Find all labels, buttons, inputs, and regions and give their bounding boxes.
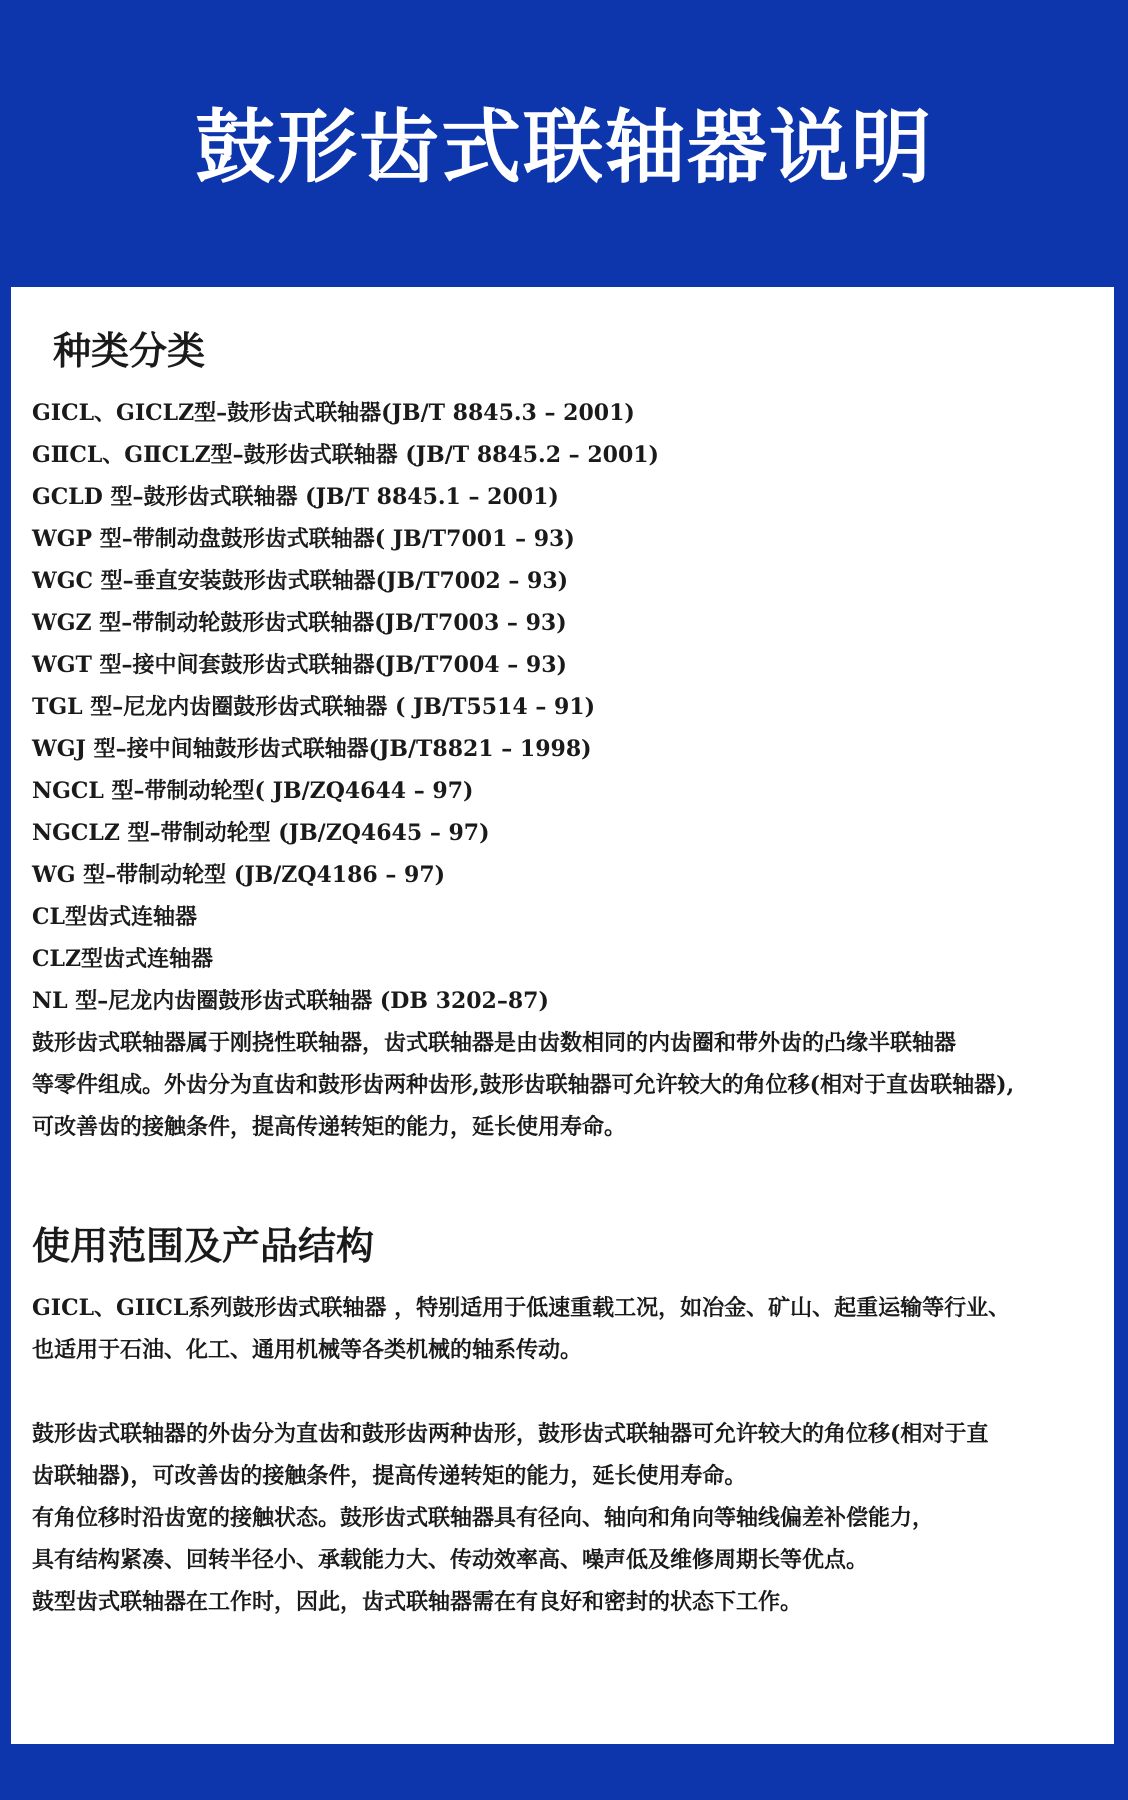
type-line: GCLD 型–鼓形齿式联轴器 (JB/T 8845.1 – 2001) (32, 484, 559, 510)
type-line: WGC 型–垂直安装鼓形齿式联轴器(JB/T7002 – 93) (32, 568, 569, 594)
type-line: WGJ 型–接中间轴鼓形齿式联轴器(JB/T8821 – 1998) (32, 736, 592, 762)
type-line: WG 型–带制动轮型 (JB/ZQ4186 – 97) (32, 862, 446, 888)
type-line: CL型齿式连轴器 (32, 904, 197, 930)
paragraph-line: 有角位移时沿齿宽的接触状态。鼓形齿式联轴器具有径向、轴向和角向等轴线偏差补偿能力， (32, 1505, 935, 1531)
description-line: 鼓形齿式联轴器属于刚挠性联轴器，齿式联轴器是由齿数相同的内齿圈和带外齿的凸缘半联轴器 (32, 1030, 957, 1056)
scope-paragraph-1 (32, 1287, 1010, 1371)
type-line: GⅠCL、GⅠCLZ型–鼓形齿式联轴器(JB/T 8845.3 – 2001) (32, 400, 635, 426)
paragraph-line: 齿联轴器)，可改善齿的接触条件，提高传递转矩的能力，延长使用寿命。 (32, 1463, 747, 1489)
description-line: 可改善齿的接触条件，提高传递转矩的能力，延长使用寿命。 (32, 1114, 627, 1140)
type-line: WGT 型–接中间套鼓形齿式联轴器(JB/T7004 – 93) (32, 652, 567, 678)
content-panel (11, 287, 1114, 1744)
type-line: NGCL 型–带制动轮型( JB/ZQ4644 – 97) (32, 778, 474, 804)
section-heading-types: 种类分类 (53, 329, 206, 373)
type-line: TGL 型–尼龙内齿圈鼓形齿式联轴器 ( JB/T5514 – 91) (32, 694, 595, 720)
section-heading-scope: 使用范围及产品结构 (32, 1224, 375, 1268)
description-line: 等零件组成。外齿分为直齿和鼓形齿两种齿形,鼓形齿联轴器可允许较大的角位移(相对于直齿联轴器), (32, 1072, 1015, 1098)
paragraph-line: 也适用于石油、化工、通用机械等各类机械的轴系传动。 (32, 1337, 583, 1363)
type-line: NGCLZ 型–带制动轮型 (JB/ZQ4645 – 97) (32, 820, 490, 846)
type-line: WGZ 型–带制动轮鼓形齿式联轴器(JB/T7003 – 93) (32, 610, 567, 636)
page-title: 鼓形齿式联轴器说明 (195, 101, 933, 194)
title-banner (0, 0, 1128, 287)
types-list (32, 392, 1014, 1148)
type-line: WGP 型–带制动盘鼓形齿式联轴器( JB/T7001 – 93) (32, 526, 575, 552)
type-line: CLZ型齿式连轴器 (32, 946, 214, 972)
scope-paragraph-2 (32, 1413, 988, 1623)
type-line: GⅡCL、GⅡCLZ型–鼓形齿式联轴器 (JB/T 8845.2 – 2001) (32, 442, 659, 468)
paragraph-line: 具有结构紧凑、回转半径小、承载能力大、传动效率高、噪声低及维修周期长等优点。 (32, 1547, 869, 1573)
paragraph-line: 鼓形齿式联轴器的外齿分为直齿和鼓形齿两种齿形，鼓形齿式联轴器可允许较大的角位移(相对于直 (32, 1421, 989, 1447)
type-line: NL 型–尼龙内齿圈鼓形齿式联轴器 (DB 3202–87) (32, 988, 549, 1014)
paragraph-line: 鼓型齿式联轴器在工作时，因此，齿式联轴器需在有良好和密封的状态下工作。 (32, 1589, 803, 1615)
paragraph-line: GICL、GIICL系列鼓形齿式联轴器 ，特别适用于低速重载工况，如冶金、矿山、起重运输等行业、 (32, 1295, 1011, 1321)
